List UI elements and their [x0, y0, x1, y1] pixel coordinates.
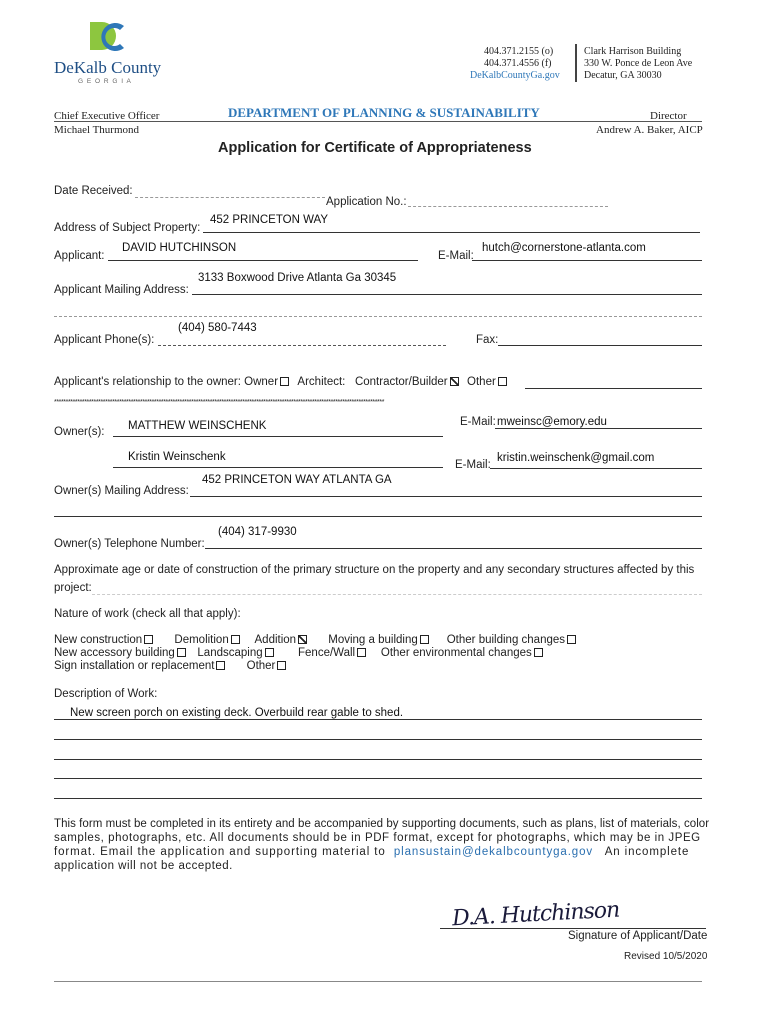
- ceo-name: Michael Thurmond: [54, 124, 140, 136]
- other-work-checkbox[interactable]: [277, 661, 286, 670]
- date-received-field[interactable]: [135, 197, 325, 198]
- address-field[interactable]: [203, 232, 700, 233]
- state-name: G E O R G I A: [78, 78, 132, 85]
- description-label: Description of Work:: [54, 688, 158, 700]
- accessory-label: New accessory building: [54, 647, 175, 659]
- street-address: 330 W. Ponce de Leon Ave: [584, 58, 693, 69]
- header-divider: [575, 44, 577, 82]
- work-row-3: [54, 660, 288, 672]
- fax-field[interactable]: [498, 345, 702, 346]
- owner2-value: Kristin Weinschenk: [128, 451, 226, 463]
- demolition-checkbox[interactable]: [231, 635, 240, 644]
- rel-owner-checkbox[interactable]: [280, 377, 289, 386]
- environmental-label: Other environmental changes: [380, 647, 532, 659]
- owner-mailing-value: 452 PRINCETON WAY ATLANTA GA: [202, 474, 392, 486]
- notice-line-3b: An incomplete: [604, 846, 690, 858]
- age-text-1: Approximate age or date of construction of the primary structure on the property and any secondary structures affected by this: [54, 564, 695, 576]
- owner-mailing-field[interactable]: [190, 496, 702, 497]
- work-row-2: [54, 647, 545, 659]
- owner-mailing-label: Owner(s) Mailing Address:: [54, 485, 189, 497]
- new-construction-checkbox[interactable]: [144, 635, 153, 644]
- mailing-field[interactable]: [192, 294, 702, 295]
- owner1-email-field[interactable]: [495, 428, 702, 429]
- owner1-value: MATTHEW WEINSCHENK: [128, 420, 267, 432]
- notice-email-link[interactable]: plansustain@dekalbcountyga.gov: [393, 846, 594, 858]
- addition-label: Addition: [254, 634, 297, 646]
- owner1-email-value: mweinsc@emory.edu: [497, 416, 607, 428]
- asterisk-separator: **********************************************************************************************************************************************: [54, 399, 385, 406]
- director-name: Andrew A. Baker, AICP: [596, 124, 703, 136]
- address-label: Address of Subject Property:: [54, 222, 201, 234]
- mailing-value: 3133 Boxwood Drive Atlanta Ga 30345: [198, 272, 397, 284]
- signature-label: Signature of Applicant/Date: [568, 930, 708, 942]
- department-underline: [54, 121, 702, 122]
- addition-checkbox[interactable]: [298, 635, 307, 644]
- fence-label: Fence/Wall: [298, 647, 356, 659]
- owner-phone-value: (404) 317-9930: [218, 526, 297, 538]
- environmental-checkbox[interactable]: [534, 648, 543, 657]
- relationship-row: [54, 376, 509, 388]
- description-line-5[interactable]: [54, 798, 702, 799]
- owner2-field[interactable]: [113, 467, 443, 468]
- applicant-email-field[interactable]: [472, 260, 702, 261]
- website-link[interactable]: DeKalbCountyGa.gov: [470, 70, 560, 81]
- sign-checkbox[interactable]: [216, 661, 225, 670]
- dekalb-logo: [88, 20, 128, 56]
- owners-label: Owner(s):: [54, 426, 105, 438]
- other-building-checkbox[interactable]: [567, 635, 576, 644]
- demolition-label: Demolition: [174, 634, 229, 646]
- address-value: 452 PRINCETON WAY: [210, 214, 329, 226]
- moving-checkbox[interactable]: [420, 635, 429, 644]
- owner-mailing-field-2[interactable]: [54, 516, 702, 517]
- owner1-field[interactable]: [113, 436, 443, 437]
- new-construction-label: New construction: [54, 634, 143, 646]
- nature-label: Nature of work (check all that apply):: [54, 608, 241, 620]
- rel-other-checkbox[interactable]: [498, 377, 507, 386]
- age-field[interactable]: [92, 594, 702, 595]
- other-work-label: Other: [246, 660, 276, 672]
- moving-label: Moving a building: [328, 634, 418, 646]
- owner2-email-value: kristin.weinschenk@gmail.com: [497, 452, 655, 464]
- description-line-3[interactable]: [54, 759, 702, 760]
- description-line-1[interactable]: [54, 719, 702, 720]
- phone-fax: 404.371.4556 (f): [484, 58, 552, 69]
- owner-phone-label: Owner(s) Telephone Number:: [54, 538, 205, 550]
- accessory-checkbox[interactable]: [177, 648, 186, 657]
- rel-contractor-label: Contractor/Builder: [354, 376, 448, 388]
- landscaping-label: Landscaping: [197, 647, 263, 659]
- application-no-label: Application No.:: [326, 196, 407, 208]
- notice-line-3a: format. Email the application and supporting material to: [54, 846, 386, 858]
- applicant-value: DAVID HUTCHINSON: [122, 242, 237, 254]
- applicant-field[interactable]: [108, 260, 418, 261]
- rel-owner-label: Owner: [244, 376, 279, 388]
- date-received-label: Date Received:: [54, 185, 133, 197]
- relationship-label: Applicant's relationship to the owner:: [54, 376, 241, 388]
- description-line-2[interactable]: [54, 739, 702, 740]
- notice-line-4: application will not be accepted.: [54, 860, 233, 872]
- director-title: Director: [650, 110, 687, 122]
- revised-date: Revised 10/5/2020: [624, 951, 708, 962]
- owner2-email-label: E-Mail:: [455, 459, 491, 471]
- mailing-field-2[interactable]: [54, 316, 702, 317]
- applicant-signature: D.A. Hutchinson: [451, 897, 620, 932]
- description-line-4[interactable]: [54, 778, 702, 779]
- application-no-field[interactable]: [408, 206, 608, 207]
- sign-label: Sign installation or replacement: [54, 660, 215, 672]
- rel-other-label: Other: [467, 376, 496, 388]
- ceo-title: Chief Executive Officer: [54, 110, 160, 122]
- rel-contractor-checkbox[interactable]: [450, 377, 459, 386]
- rel-architect-label: Architect:: [297, 376, 346, 388]
- county-name: DeKalb County: [54, 58, 162, 77]
- fax-label: Fax:: [476, 334, 499, 346]
- footer-rule: [54, 981, 702, 982]
- department-name: DEPARTMENT OF PLANNING & SUSTAINABILITY: [228, 105, 540, 120]
- work-row-1: [54, 634, 578, 646]
- phone-label: Applicant Phone(s):: [54, 334, 155, 346]
- description-value: New screen porch on existing deck. Overbuild rear gable to shed.: [70, 707, 404, 719]
- logo-mark-icon: [88, 20, 128, 56]
- notice-line-2: samples, photographs, etc. All documents should be in PDF format, except for photographs, which may be in JPEG: [54, 832, 701, 844]
- owner1-email-label: E-Mail:: [460, 416, 496, 428]
- notice-line-1: This form must be completed in its entirety and be accompanied by supporting documents, such as plans, list of materials, color: [54, 818, 710, 830]
- form-title: Application for Certificate of Appropriateness: [218, 140, 532, 156]
- signature-line[interactable]: [440, 928, 706, 929]
- age-text-2: project:: [54, 582, 92, 594]
- fence-checkbox[interactable]: [357, 648, 366, 657]
- phone-field[interactable]: [158, 345, 446, 346]
- landscaping-checkbox[interactable]: [265, 648, 274, 657]
- owner2-email-field[interactable]: [490, 468, 702, 469]
- building-name: Clark Harrison Building: [584, 46, 682, 57]
- other-building-label: Other building changes: [446, 634, 566, 646]
- mailing-label: Applicant Mailing Address:: [54, 284, 189, 296]
- city-address: Decatur, GA 30030: [584, 70, 662, 81]
- notice-line-3: [54, 846, 689, 858]
- applicant-label: Applicant:: [54, 250, 105, 262]
- rel-other-field[interactable]: [525, 388, 702, 389]
- owner-phone-field[interactable]: [205, 548, 702, 549]
- applicant-email-label: E-Mail:: [438, 250, 474, 262]
- phone-value: (404) 580-7443: [178, 322, 257, 334]
- applicant-email-value: hutch@cornerstone-atlanta.com: [482, 242, 646, 254]
- phone-office: 404.371.2155 (o): [484, 46, 554, 57]
